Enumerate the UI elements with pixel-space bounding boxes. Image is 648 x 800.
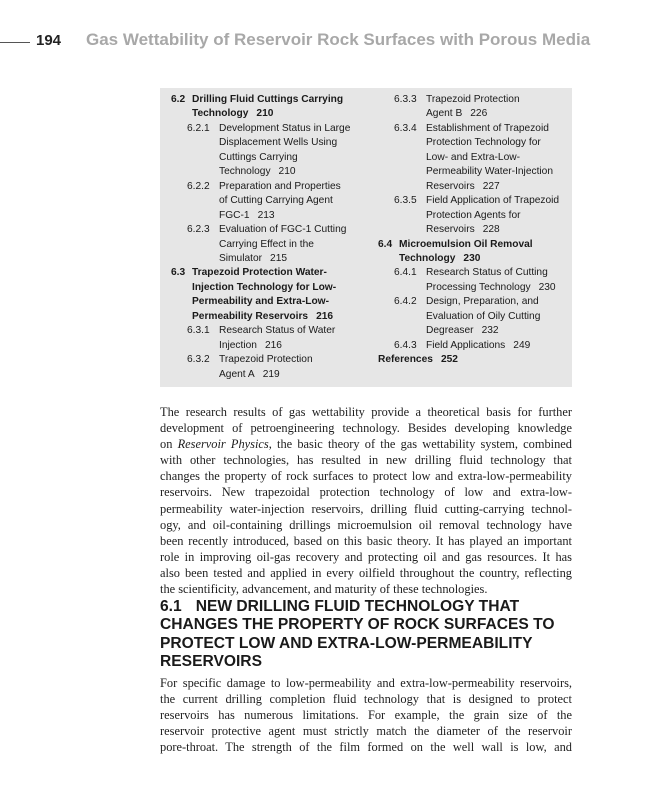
toc-entry-title-line: Development Status in Large [219, 122, 351, 134]
toc-entry [171, 266, 376, 324]
toc-entry-title-line: Design, Preparation, and [426, 296, 539, 308]
toc-entry-title-line: Permeability Water-Injection [426, 166, 554, 178]
section-title-text: CHANGES THE PROPERTY OF ROCK SURFACES TO [160, 616, 555, 634]
toc-entry [378, 93, 572, 122]
paragraph-line: The research results of gas wettability provide a theoretical basis for further [160, 405, 572, 419]
toc-entry-title-line: Field Application of Trapezoid [426, 195, 560, 207]
toc-column-left [171, 93, 376, 382]
toc-entry-page: 228 [482, 224, 500, 236]
toc-entry [378, 238, 572, 267]
paragraph-line: ogy, and oil-containing drillings microemulsion oil removal technology have [160, 517, 572, 532]
toc-entry-page: 249 [513, 339, 531, 351]
toc-entry-title-line: Protection Agents for [426, 209, 521, 221]
intro-paragraph [160, 404, 572, 597]
toc-entry-title-line: Establishment of Trapezoid [426, 122, 549, 134]
toc-entry-title-line: Protection Technology for [426, 137, 541, 149]
toc-entry-title-line: Technology 230 [399, 252, 481, 264]
paragraph-line: with other technologies, has resulted in new drilling fluid technology that [160, 453, 572, 468]
toc-entry-page: 219 [262, 368, 280, 380]
toc-entry-title-line: Carrying Effect in the [219, 238, 314, 250]
toc-entry [378, 122, 572, 194]
section-heading-line [160, 616, 580, 634]
toc-entry [171, 180, 376, 223]
page-number: 194 [36, 32, 62, 49]
header-rule [0, 42, 30, 43]
toc-entry-title-line: Technology 210 [192, 108, 274, 120]
paragraph-line: reservoir protective agent must strictly match the diameter of the reservoir [160, 724, 572, 739]
toc-entry-page: 216 [264, 339, 282, 351]
toc-entry-number: 6.4.2 [394, 296, 417, 308]
paragraph-line: also been tested and applied in every oilfield throughout the country, reflecting [160, 565, 572, 580]
paragraph-line: changes the property of rock surfaces to protect low and extra-low-permeability [160, 469, 572, 484]
toc-entry-page: 213 [257, 209, 275, 221]
toc-entry-page: 215 [270, 252, 288, 264]
toc-entry-title-line: Permeability Reservoirs 216 [192, 310, 334, 322]
toc-entry-page: 226 [470, 108, 488, 120]
paragraph-line: For specific damage to low-permeability and extra-low-permeability reservoirs, [160, 676, 572, 690]
toc-entry-title-line: Trapezoid Protection [219, 354, 313, 366]
toc-entry [171, 122, 376, 180]
toc-entry [171, 324, 376, 353]
toc-entry-title-line: Field Applications 249 [426, 339, 531, 351]
toc-entry-page: 216 [316, 310, 334, 322]
toc-entry-title-line: References 252 [378, 354, 458, 366]
toc-entry-number: 6.3 [171, 267, 186, 279]
paragraph-line: reservoirs. New trapezoidal protection technology of low and extra-low- [160, 485, 572, 500]
toc-column-right [378, 93, 572, 368]
toc-entry [378, 353, 572, 367]
toc-entry-title-line: FGC-1 213 [219, 209, 275, 221]
toc-entry [171, 223, 376, 266]
toc-entry-number: 6.2.3 [187, 224, 210, 236]
section-title-text: NEW DRILLING FLUID TECHNOLOGY THAT [195, 598, 520, 615]
toc-entry-number: 6.2.2 [187, 180, 210, 192]
toc-entry-page: 252 [440, 354, 458, 366]
toc-entry-title-line: Injection Technology for Low- [192, 281, 337, 293]
toc-entry-page: 210 [278, 166, 296, 178]
toc-entry-title-line: Reservoirs 227 [426, 180, 500, 192]
toc-entry-number: 6.4 [378, 238, 393, 250]
toc-entry-page: 210 [256, 108, 274, 120]
toc-entry-number: 6.4.1 [394, 267, 417, 279]
paragraph-line: role in improving oil-gas recovery and protecting oil and gas resources. It has [160, 549, 572, 564]
toc-entry-title-line: Agent A 219 [219, 368, 280, 380]
paragraph-line: the current drilling completion fluid technology that is designed to protect [160, 692, 572, 707]
section-paragraph [160, 675, 572, 755]
chapter-contents-box [160, 88, 572, 387]
toc-entry [171, 93, 376, 122]
toc-entry-title-line: Displacement Wells Using [219, 137, 338, 149]
paragraph-line: on Reservoir Physics, the basic theory of the gas wettability system, combined [160, 437, 572, 452]
paragraph-line: been recently introduced, based on this basic theory. It has played an important [160, 533, 572, 548]
toc-entry-title-line: Microemulsion Oil Removal [399, 238, 533, 250]
toc-entry-title-line: Cuttings Carrying [219, 151, 298, 163]
toc-entry-number: 6.2.1 [187, 122, 210, 134]
toc-entry [378, 266, 572, 295]
toc-entry [378, 339, 572, 353]
toc-entry-number: 6.3.2 [187, 354, 210, 366]
toc-entry-title-line: Degreaser 232 [426, 325, 499, 337]
paragraph-line: reservoirs has numerous limitations. For example, the grain size of the [160, 708, 572, 723]
toc-entry-number: 6.2 [171, 94, 186, 105]
toc-entry-title-line: Preparation and Properties [219, 180, 341, 192]
toc-entry-title-line: of Cutting Carrying Agent [219, 195, 333, 207]
paragraph-line: pore-throat. The strength of the film formed on the well wall is low, and [160, 740, 572, 755]
toc-entry-title-line: Drilling Fluid Cuttings Carrying [192, 94, 344, 105]
toc-entry-title-line: Injection 216 [219, 339, 282, 351]
toc-entry-number: 6.4.3 [394, 339, 417, 351]
paragraph-line: development of petroengineering technology. Besides developing knowledge [160, 421, 572, 436]
section-heading-line [160, 653, 580, 671]
toc-entry-title-line: Simulator 215 [219, 252, 288, 264]
toc-entry-title-line: Agent B 226 [426, 108, 488, 120]
running-title: Gas Wettability of Reservoir Rock Surfaces with Porous Media [86, 30, 591, 49]
section-title-text: RESERVOIRS [160, 652, 262, 670]
toc-entry-page: 232 [481, 325, 499, 337]
toc-entry-number: 6.3.5 [394, 195, 417, 207]
toc-entry-title-line: Research Status of Cutting [426, 267, 548, 279]
toc-entry-title-line: Permeability and Extra-Low- [192, 296, 329, 308]
section-title-text: PROTECT LOW AND EXTRA-LOW-PERMEABILITY [160, 634, 533, 652]
toc-entry-title-line: Trapezoid Protection Water- [192, 267, 327, 279]
toc-entry-page: 227 [482, 180, 500, 192]
toc-entry-number: 6.3.1 [187, 325, 210, 337]
toc-entry-title-line: Processing Technology 230 [426, 281, 556, 293]
toc-entry-page: 230 [463, 252, 481, 264]
toc-entry-number: 6.3.4 [394, 122, 417, 134]
toc-entry-title-line: Trapezoid Protection [426, 94, 520, 105]
section-heading-line [160, 598, 580, 616]
toc-entry [378, 295, 572, 338]
toc-entry-title-line: Reservoirs 228 [426, 224, 500, 236]
toc-entry-title-line: Evaluation of Oily Cutting [426, 310, 541, 322]
section-heading-line [160, 635, 580, 653]
toc-entry-number: 6.3.3 [394, 94, 417, 105]
paragraph-line: the scientificity, advancement, and maturity of these technologies. [160, 582, 488, 597]
paragraph-line: permeability water-injection reservoirs, drilling fluid cutting-carrying technol- [160, 501, 572, 516]
toc-entry-title-line: Evaluation of FGC-1 Cutting [219, 224, 347, 236]
toc-entry-title-line: Technology 210 [219, 166, 296, 178]
toc-entry [171, 353, 376, 382]
toc-entry-title-line: Low- and Extra-Low- [426, 151, 520, 163]
toc-entry [378, 194, 572, 237]
toc-entry-title-line: Research Status of Water [219, 325, 336, 337]
toc-entry-page: 230 [538, 281, 556, 293]
section-heading [160, 598, 580, 671]
section-number: 6.1 [160, 598, 182, 615]
